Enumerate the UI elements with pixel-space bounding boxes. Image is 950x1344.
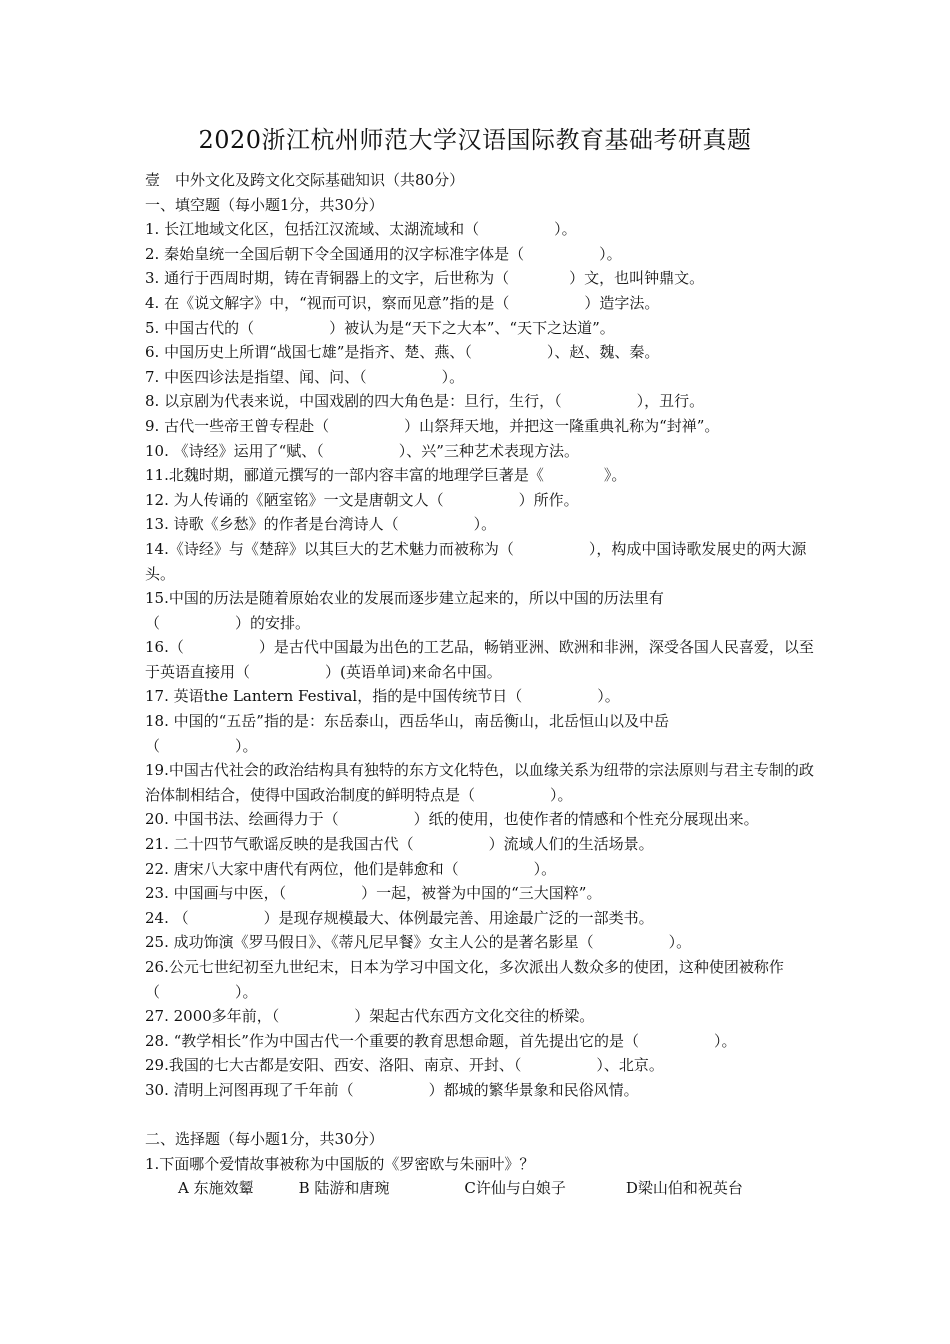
section-heading-choice: 二、选择题（每小题1分，共30分） bbox=[145, 1130, 384, 1149]
question-item: 24. （ ）是现存规模最大、体例最完善、用途最广泛的一部类书。 bbox=[145, 908, 654, 927]
document-body bbox=[145, 168, 825, 1201]
question-item: 6. 中国历史上所谓“战国七雄”是指齐、楚、燕、（ ）、赵、魏、秦。 bbox=[145, 343, 660, 362]
question-item: 27. 2000多年前，（ ）架起古代东西方文化交往的桥梁。 bbox=[145, 1007, 595, 1026]
question-item: 1. 长江地域文化区，包括江汉流域、太湖流域和（ ）。 bbox=[145, 220, 577, 239]
question-item: 29.我国的七大古都是安阳、西安、洛阳、南京、开封、（ ）、北京。 bbox=[145, 1056, 664, 1075]
question-item: 9. 古代一些帝王曾专程赴（ ）山祭拜天地，并把这一隆重典礼称为“封禅”。 bbox=[145, 416, 720, 435]
question-item: 19.中国古代社会的政治结构具有独特的东方文化特色，以血缘关系为纽带的宗法原则与君主专制的政治体制相结合，使得中国政治制度的鲜明特点是（ ）。 bbox=[145, 761, 814, 804]
fill-question-list bbox=[145, 217, 825, 1102]
part-heading: 壹 中外文化及跨文化交际基础知识（共80分） bbox=[145, 171, 465, 189]
question-item: 15.中国的历法是随着原始农业的发展而逐步建立起来的，所以中国的历法里有 （ ）的安排。 bbox=[145, 589, 664, 632]
question-item: 12. 为人传诵的《陋室铭》一文是唐朝文人（ ）所作。 bbox=[145, 490, 579, 509]
question-item: 7. 中医四诊法是指望、闻、问、（ ）。 bbox=[145, 367, 465, 386]
question-item: 22. 唐宋八大家中唐代有两位，他们是韩愈和（ ）。 bbox=[145, 859, 557, 878]
question-item: 5. 中国古代的（ ）被认为是“天下之大本”、“天下之达道”。 bbox=[145, 318, 615, 337]
question-item: 16.（ ）是古代中国最为出色的工艺品，畅销亚洲、欧洲和非洲，深受各国人民喜爱，以至于英语直接用（ ）(英语单词)来命名中国。 bbox=[145, 638, 814, 681]
question-item: 18. 中国的“五岳”指的是：东岳泰山，西岳华山，南岳衡山，北岳恒山以及中岳 （ ）。 bbox=[145, 712, 669, 755]
question-item: 21. 二十四节气歌谣反映的是我国古代（ ）流域人们的生活场景。 bbox=[145, 835, 654, 854]
question-item: 13. 诗歌《乡愁》的作者是台湾诗人（ ）。 bbox=[145, 515, 497, 534]
question-item: 23. 中国画与中医，（ ）一起，被誉为中国的“三大国粹”。 bbox=[145, 884, 602, 903]
question-item: 20. 中国书法、绘画得力于（ ）纸的使用，也使作者的情感和个性充分展现出来。 bbox=[145, 810, 759, 829]
question-item: 2. 秦始皇统一全国后朝下令全国通用的汉字标准字体是（ ）。 bbox=[145, 244, 622, 263]
question-item: 11.北魏时期，郦道元撰写的一部内容丰富的地理学巨著是《 》。 bbox=[145, 466, 627, 485]
question-item: 28. “教学相长”作为中国古代一个重要的教育思想命题，首先提出它的是（ ）。 bbox=[145, 1031, 737, 1050]
section-spacer bbox=[145, 1103, 825, 1128]
question-item: 10. 《诗经》运用了“赋、（ ）、兴”三种艺术表现方法。 bbox=[145, 441, 579, 460]
question-item: 14.《诗经》与《楚辞》以其巨大的艺术魅力而被称为（ ），构成中国诗歌发展史的两大源头。 bbox=[145, 539, 807, 583]
question-item: 25. 成功饰演《罗马假日》、《蒂凡尼早餐》女主人公的是著名影星（ ）。 bbox=[145, 933, 692, 952]
question-item: 3. 通行于西周时期，铸在青铜器上的文字，后世称为（ ）文，也叫钟鼎文。 bbox=[145, 269, 705, 288]
question-item: 17. 英语the Lantern Festival，指的是中国传统节日（ ）。 bbox=[145, 687, 620, 706]
question-item: 4. 在《说文解字》中，“视而可识，察而见意”指的是（ ）造字法。 bbox=[145, 293, 660, 312]
choice-question: 1.下面哪个爱情故事被称为中国版的《罗密欧与朱丽叶》？ bbox=[145, 1154, 535, 1173]
question-item: 8. 以京剧为代表来说，中国戏剧的四大角色是：旦行，生行，（ ），丑行。 bbox=[145, 392, 705, 411]
question-item: 30. 清明上河图再现了千年前（ ）都城的繁华景象和民俗风情。 bbox=[145, 1080, 639, 1099]
page-title: 2020浙江杭州师范大学汉语国际教育基础考研真题 bbox=[198, 126, 752, 154]
question-item: 26.公元七世纪初至九世纪末，日本为学习中国文化，多次派出人数众多的使团，这种使团被称作（ ）。 bbox=[145, 958, 784, 1001]
choice-options: A 东施效颦 B 陆游和唐琬 C许仙与白娘子 D梁山伯和祝英台 bbox=[178, 1179, 743, 1198]
section-heading-fill: 一、填空题（每小题1分，共30分） bbox=[145, 195, 384, 214]
